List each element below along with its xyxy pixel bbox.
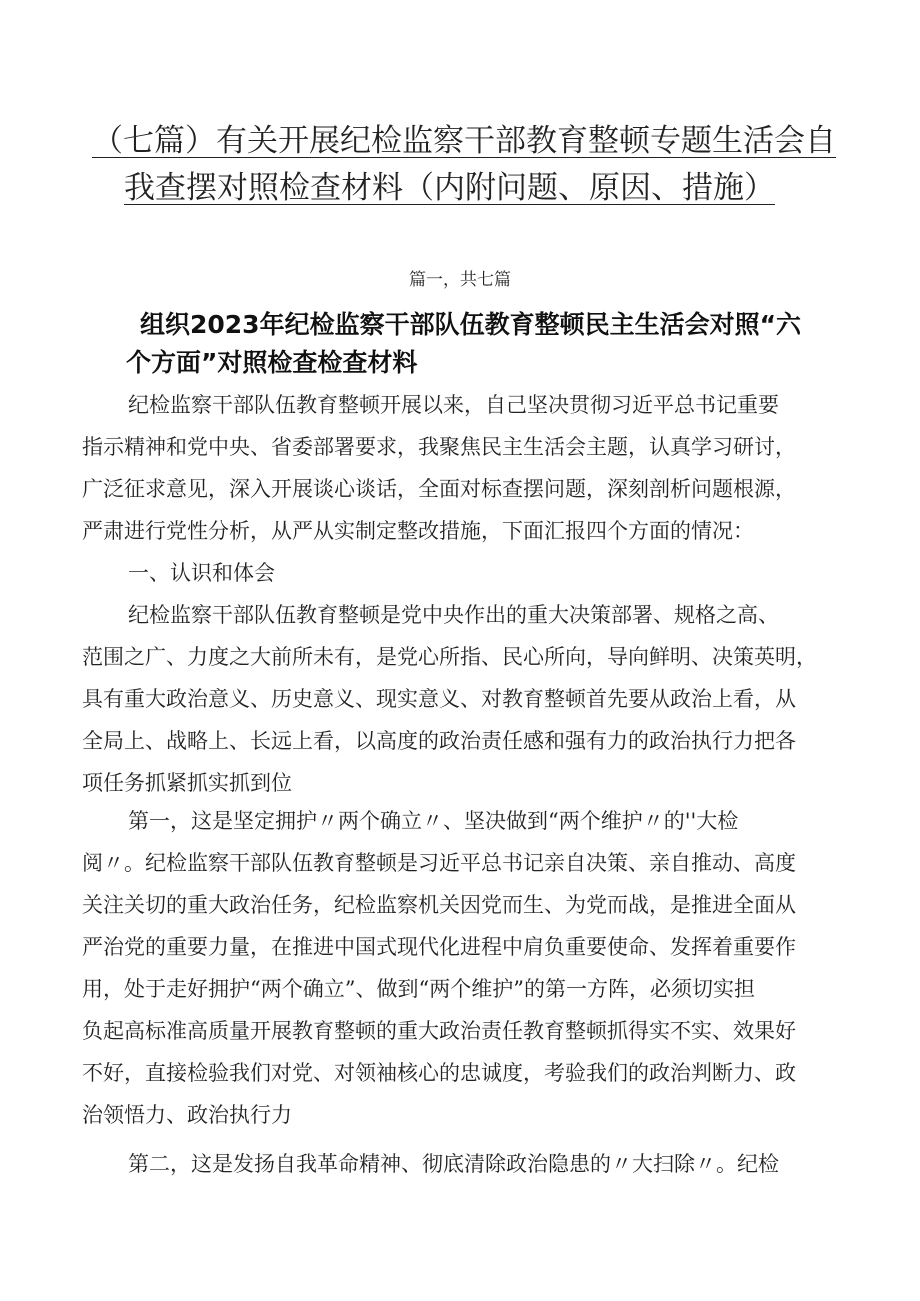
paragraph-line: 具有重大政治意义、历史意义、现实意义、对教育整顿首先要从政治上看，从 [82, 687, 796, 711]
paragraph-second-point [82, 1143, 854, 1185]
paragraph-line: 治领悟力、政治执行力 [82, 1103, 292, 1127]
title-line-2: 我查摆对照检查材料（内附问题、原因、措施） [124, 170, 775, 206]
title-line-1: （七篇）有关开展纪检监察干部教育整顿专题生活会自 [92, 123, 836, 159]
paragraph-line: 全局上、战略上、长远上看，以高度的政治责任感和强有力的政治执行力把各 [82, 729, 796, 753]
document-title [88, 118, 848, 212]
paragraph-line: 用，处于走好拥护“两个确立”、做到“两个维护”的第一方阵，必须切实担 [82, 977, 755, 1001]
subtitle-line-2: 个方面”对照检查检查材料 [126, 348, 418, 377]
paragraph-intro [82, 384, 854, 552]
paragraph-line: 严治党的重要力量，在推进中国式现代化进程中肩负重要使命、发挥着重要作 [82, 935, 796, 959]
paragraph-line: 纪检监察干部队伍教育整顿开展以来，自己坚决贯彻习近平总书记重要 [128, 393, 779, 417]
paragraph-recognition [82, 594, 854, 804]
paragraph-line: 项任务抓紧抓实抓到位 [82, 771, 292, 795]
paragraph-line: 严肃进行党性分析，从严从实制定整改措施，下面汇报四个方面的情况： [82, 519, 754, 543]
section-heading-text: 一、认识和体会 [128, 561, 275, 585]
paragraph-line: 第一，这是坚定拥护〃两个确立〃、坚决做到“两个维护〃的''大检 [128, 809, 739, 833]
section-heading [82, 552, 854, 594]
part-label: 篇一，共七篇 [409, 270, 511, 290]
paragraph-line: 广泛征求意见，深入开展谈心谈话，全面对标查摆问题，深刻剖析问题根源， [82, 477, 796, 501]
subtitle-line-1: 组织2023年纪检监察干部队伍教育整顿民主生活会对照“六 [140, 310, 802, 339]
paragraph-line: 不好，直接检验我们对党、对领袖核心的忠诚度，考验我们的政治判断力、政 [82, 1061, 796, 1085]
paragraph-line: 第二，这是发扬自我革命精神、彻底清除政治隐患的〃大扫除〃。纪检 [128, 1152, 779, 1176]
paragraph-line: 阅〃。纪检监察干部队伍教育整顿是习近平总书记亲自决策、亲自推动、高度 [82, 851, 796, 875]
paragraph-line: 负起高标准高质量开展教育整顿的重大政治责任教育整顿抓得实不实、效果好 [82, 1019, 796, 1043]
paragraph-line: 纪检监察干部队伍教育整顿是党中央作出的重大决策部署、规格之高、 [128, 603, 779, 627]
paragraph-first-point [82, 800, 854, 1136]
paragraph-line: 指示精神和党中央、省委部署要求，我聚焦民主生活会主题，认真学习研讨， [82, 435, 796, 459]
paragraph-line: 范围之广、力度之大前所未有，是党心所指、民心所向，导向鲜明、决策英明， [82, 645, 817, 669]
subtitle [126, 306, 860, 382]
paragraph-line: 关注关切的重大政治任务，纪检监察机关因党而生、为党而战，是推进全面从 [82, 893, 796, 917]
